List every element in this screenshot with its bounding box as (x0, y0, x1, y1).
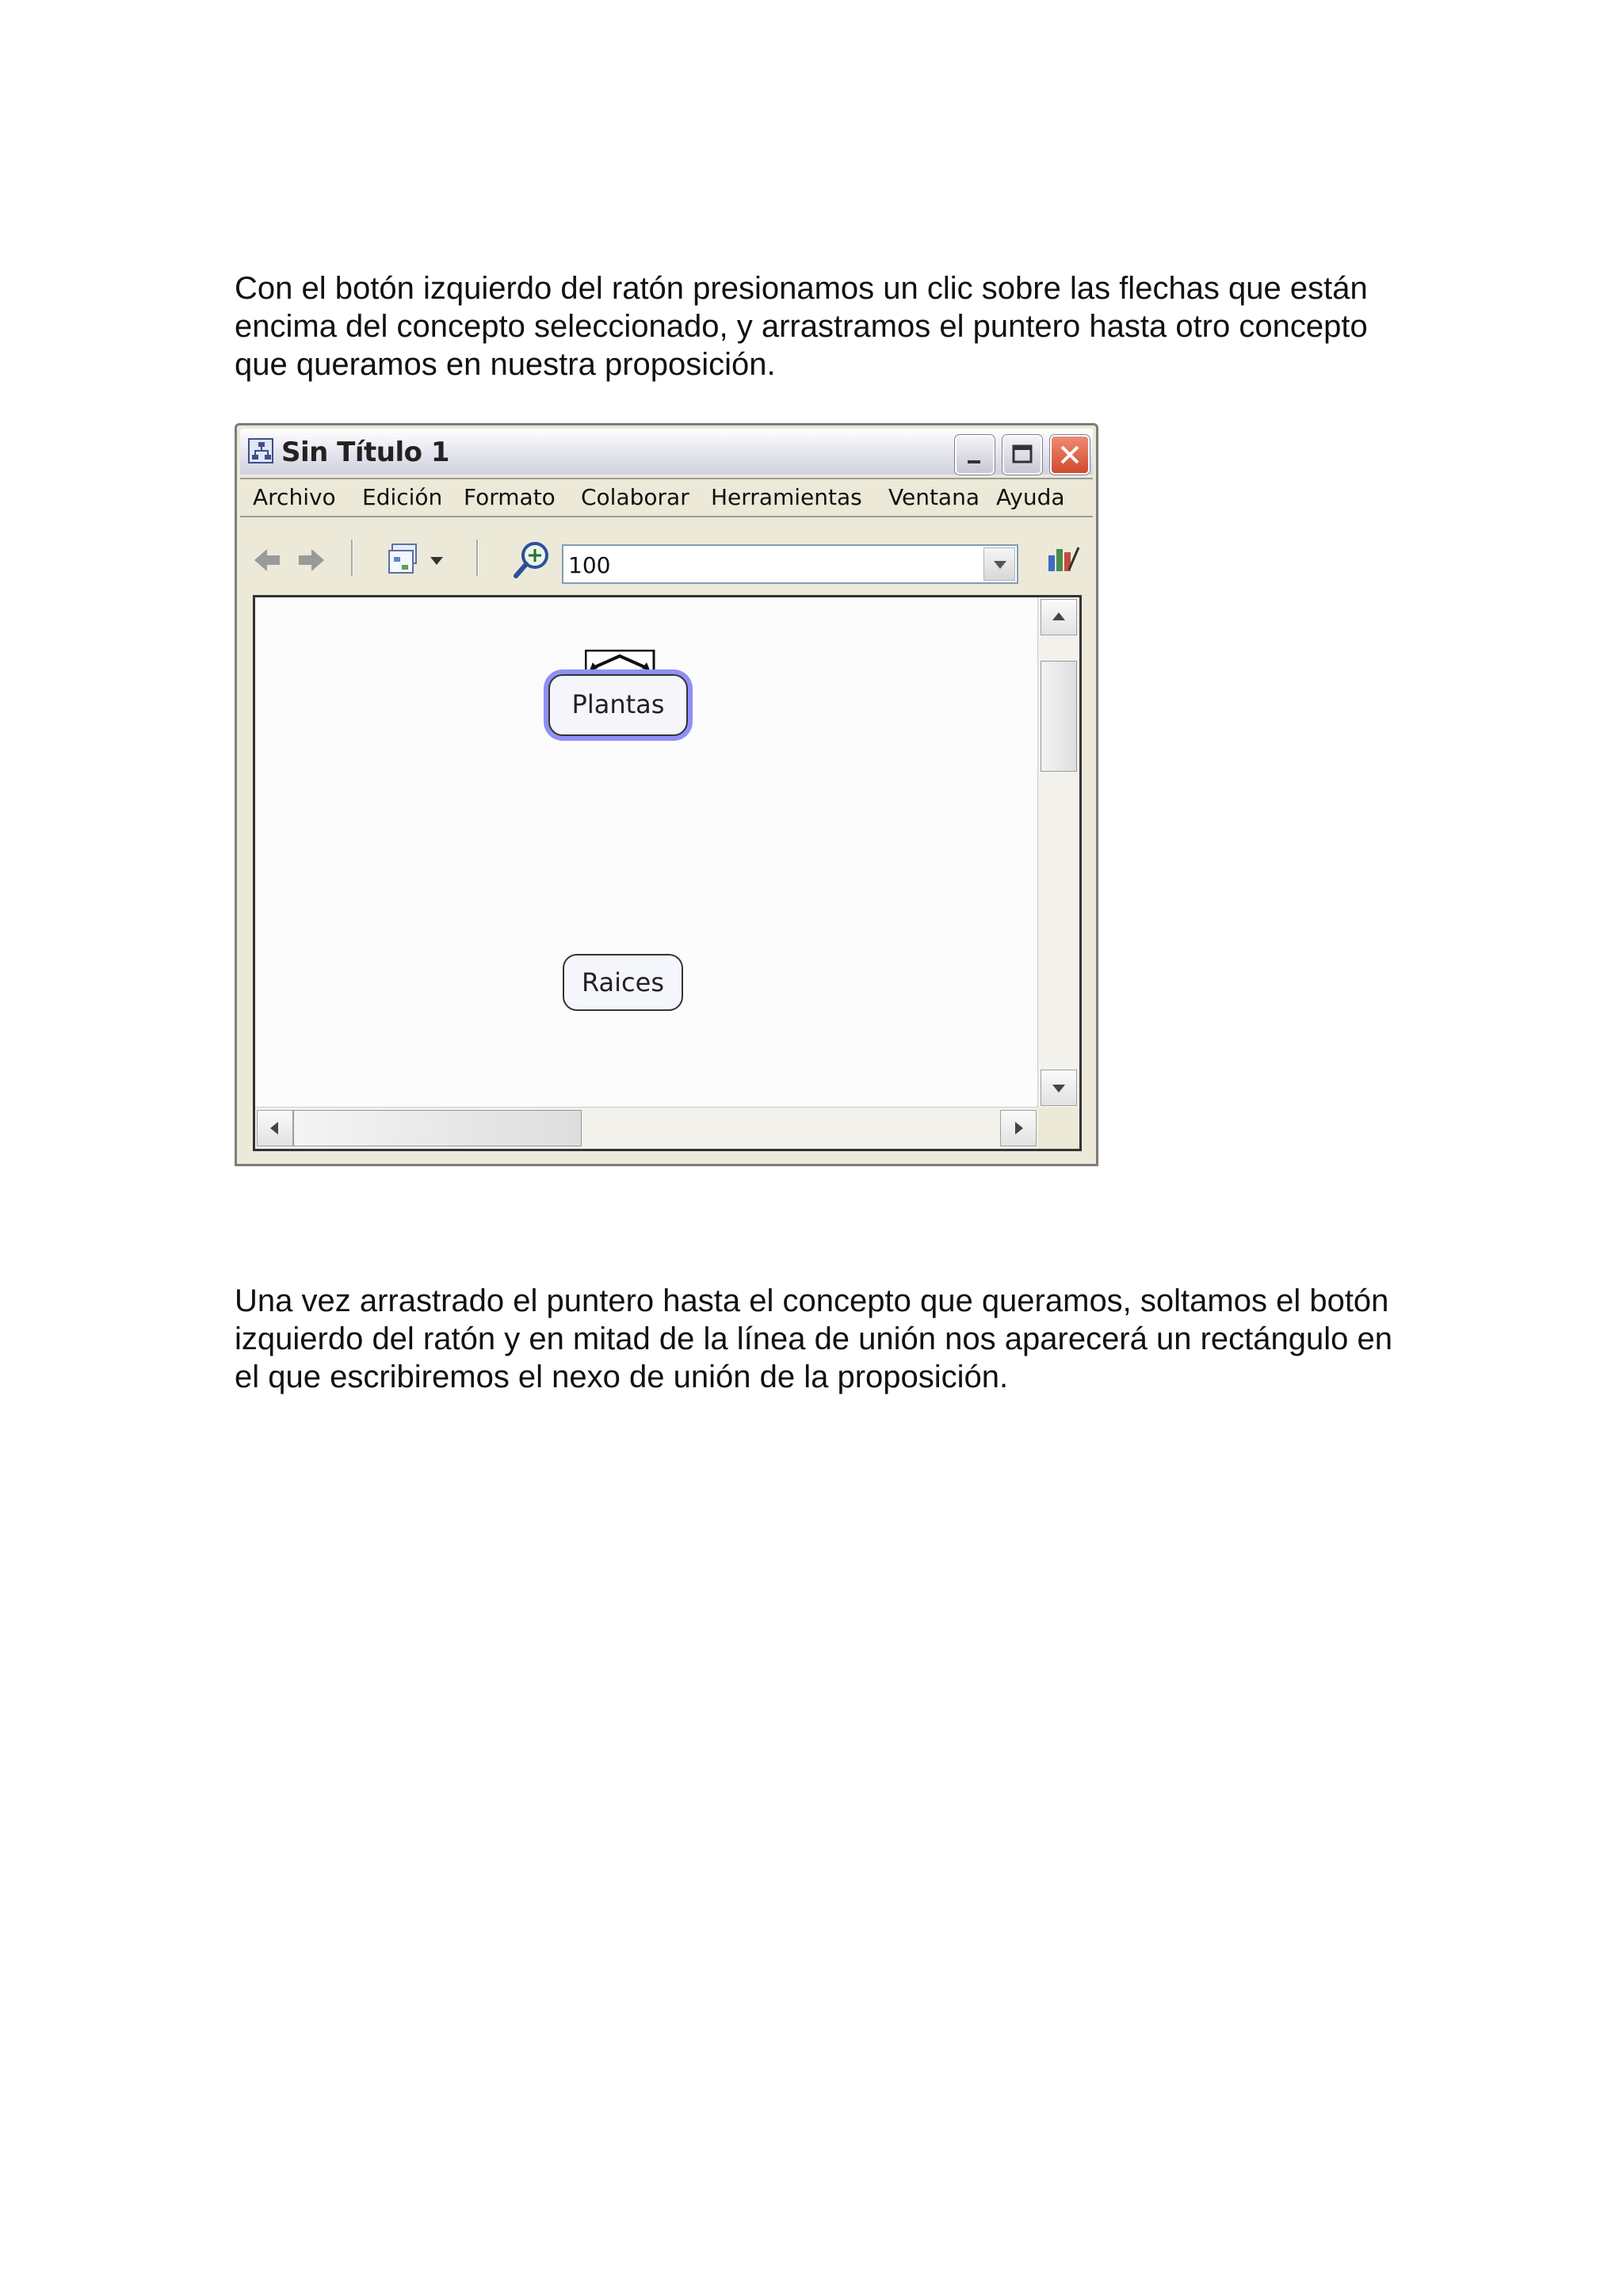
maximize-icon (1004, 437, 1041, 473)
scroll-right-button[interactable] (1000, 1110, 1037, 1146)
scroll-left-button[interactable] (257, 1110, 293, 1146)
back-arrow-icon[interactable] (251, 544, 283, 576)
zoom-icon[interactable] (511, 540, 552, 581)
vertical-scroll-thumb[interactable] (1041, 661, 1077, 772)
arrow-up-icon (1041, 600, 1076, 635)
menu-herramientas[interactable]: Herramientas (711, 484, 862, 510)
zoom-value: 100 (568, 552, 611, 578)
scroll-down-button[interactable] (1041, 1070, 1077, 1106)
toolbar-separator (351, 540, 353, 576)
concept-node[interactable]: Raices (563, 954, 683, 1011)
menu-archivo[interactable]: Archivo (253, 484, 336, 510)
horizontal-scroll-thumb[interactable] (293, 1110, 582, 1146)
maximize-button[interactable] (1002, 435, 1042, 475)
forward-arrow-icon[interactable] (296, 544, 327, 576)
zoom-combobox[interactable] (562, 544, 1018, 584)
menu-ayuda[interactable]: Ayuda (996, 484, 1065, 510)
instruction-paragraph-1: Con el botón izquierdo del ratón presionamos un clic sobre las flechas que están encima del concepto seleccionado, y arrastramos el puntero hasta otro concepto que queramos en nuestra proposición. (235, 271, 1368, 382)
scroll-up-button[interactable] (1041, 599, 1077, 635)
link-drag-arrows-icon[interactable] (585, 650, 656, 677)
arrow-right-icon (1001, 1111, 1036, 1146)
horizontal-scrollbar[interactable] (255, 1107, 1038, 1149)
close-icon (1052, 437, 1088, 473)
drawing-area[interactable] (255, 597, 1038, 1108)
menu-ventana[interactable]: Ventana (888, 484, 980, 510)
toolbar (240, 517, 1093, 593)
app-icon (248, 438, 273, 463)
styles-icon[interactable] (1045, 543, 1080, 578)
view-dropdown-icon[interactable] (386, 541, 454, 579)
vertical-scrollbar[interactable] (1037, 597, 1079, 1108)
arrow-down-icon (1041, 1070, 1076, 1105)
chevron-down-icon (984, 548, 1016, 582)
minimize-icon (957, 437, 993, 473)
toolbar-separator (476, 540, 479, 576)
window-title: Sin Título 1 (281, 437, 449, 468)
title-bar[interactable] (240, 429, 1093, 475)
menu-bar (240, 478, 1093, 517)
scrollbar-corner (1038, 1108, 1079, 1149)
instruction-paragraph-2: Una vez arrastrado el puntero hasta el concepto que queramos, soltamos el botón izquierdo del ratón y en mitad de la línea de unión nos aparecerá un rectángulo en el que escribiremos el nexo de unión de la proposición. (235, 1283, 1392, 1394)
concept-map-canvas[interactable] (253, 595, 1082, 1151)
menu-edicion[interactable]: Edición (362, 484, 443, 510)
menu-formato[interactable]: Formato (464, 484, 556, 510)
menu-colaborar[interactable]: Colaborar (581, 484, 689, 510)
arrow-left-icon (258, 1111, 292, 1146)
minimize-button[interactable] (955, 435, 995, 475)
cmap-window (235, 423, 1098, 1166)
zoom-dropdown-button[interactable] (983, 547, 1015, 581)
close-button[interactable] (1050, 435, 1090, 475)
concept-node-selected[interactable]: Plantas (548, 674, 688, 736)
